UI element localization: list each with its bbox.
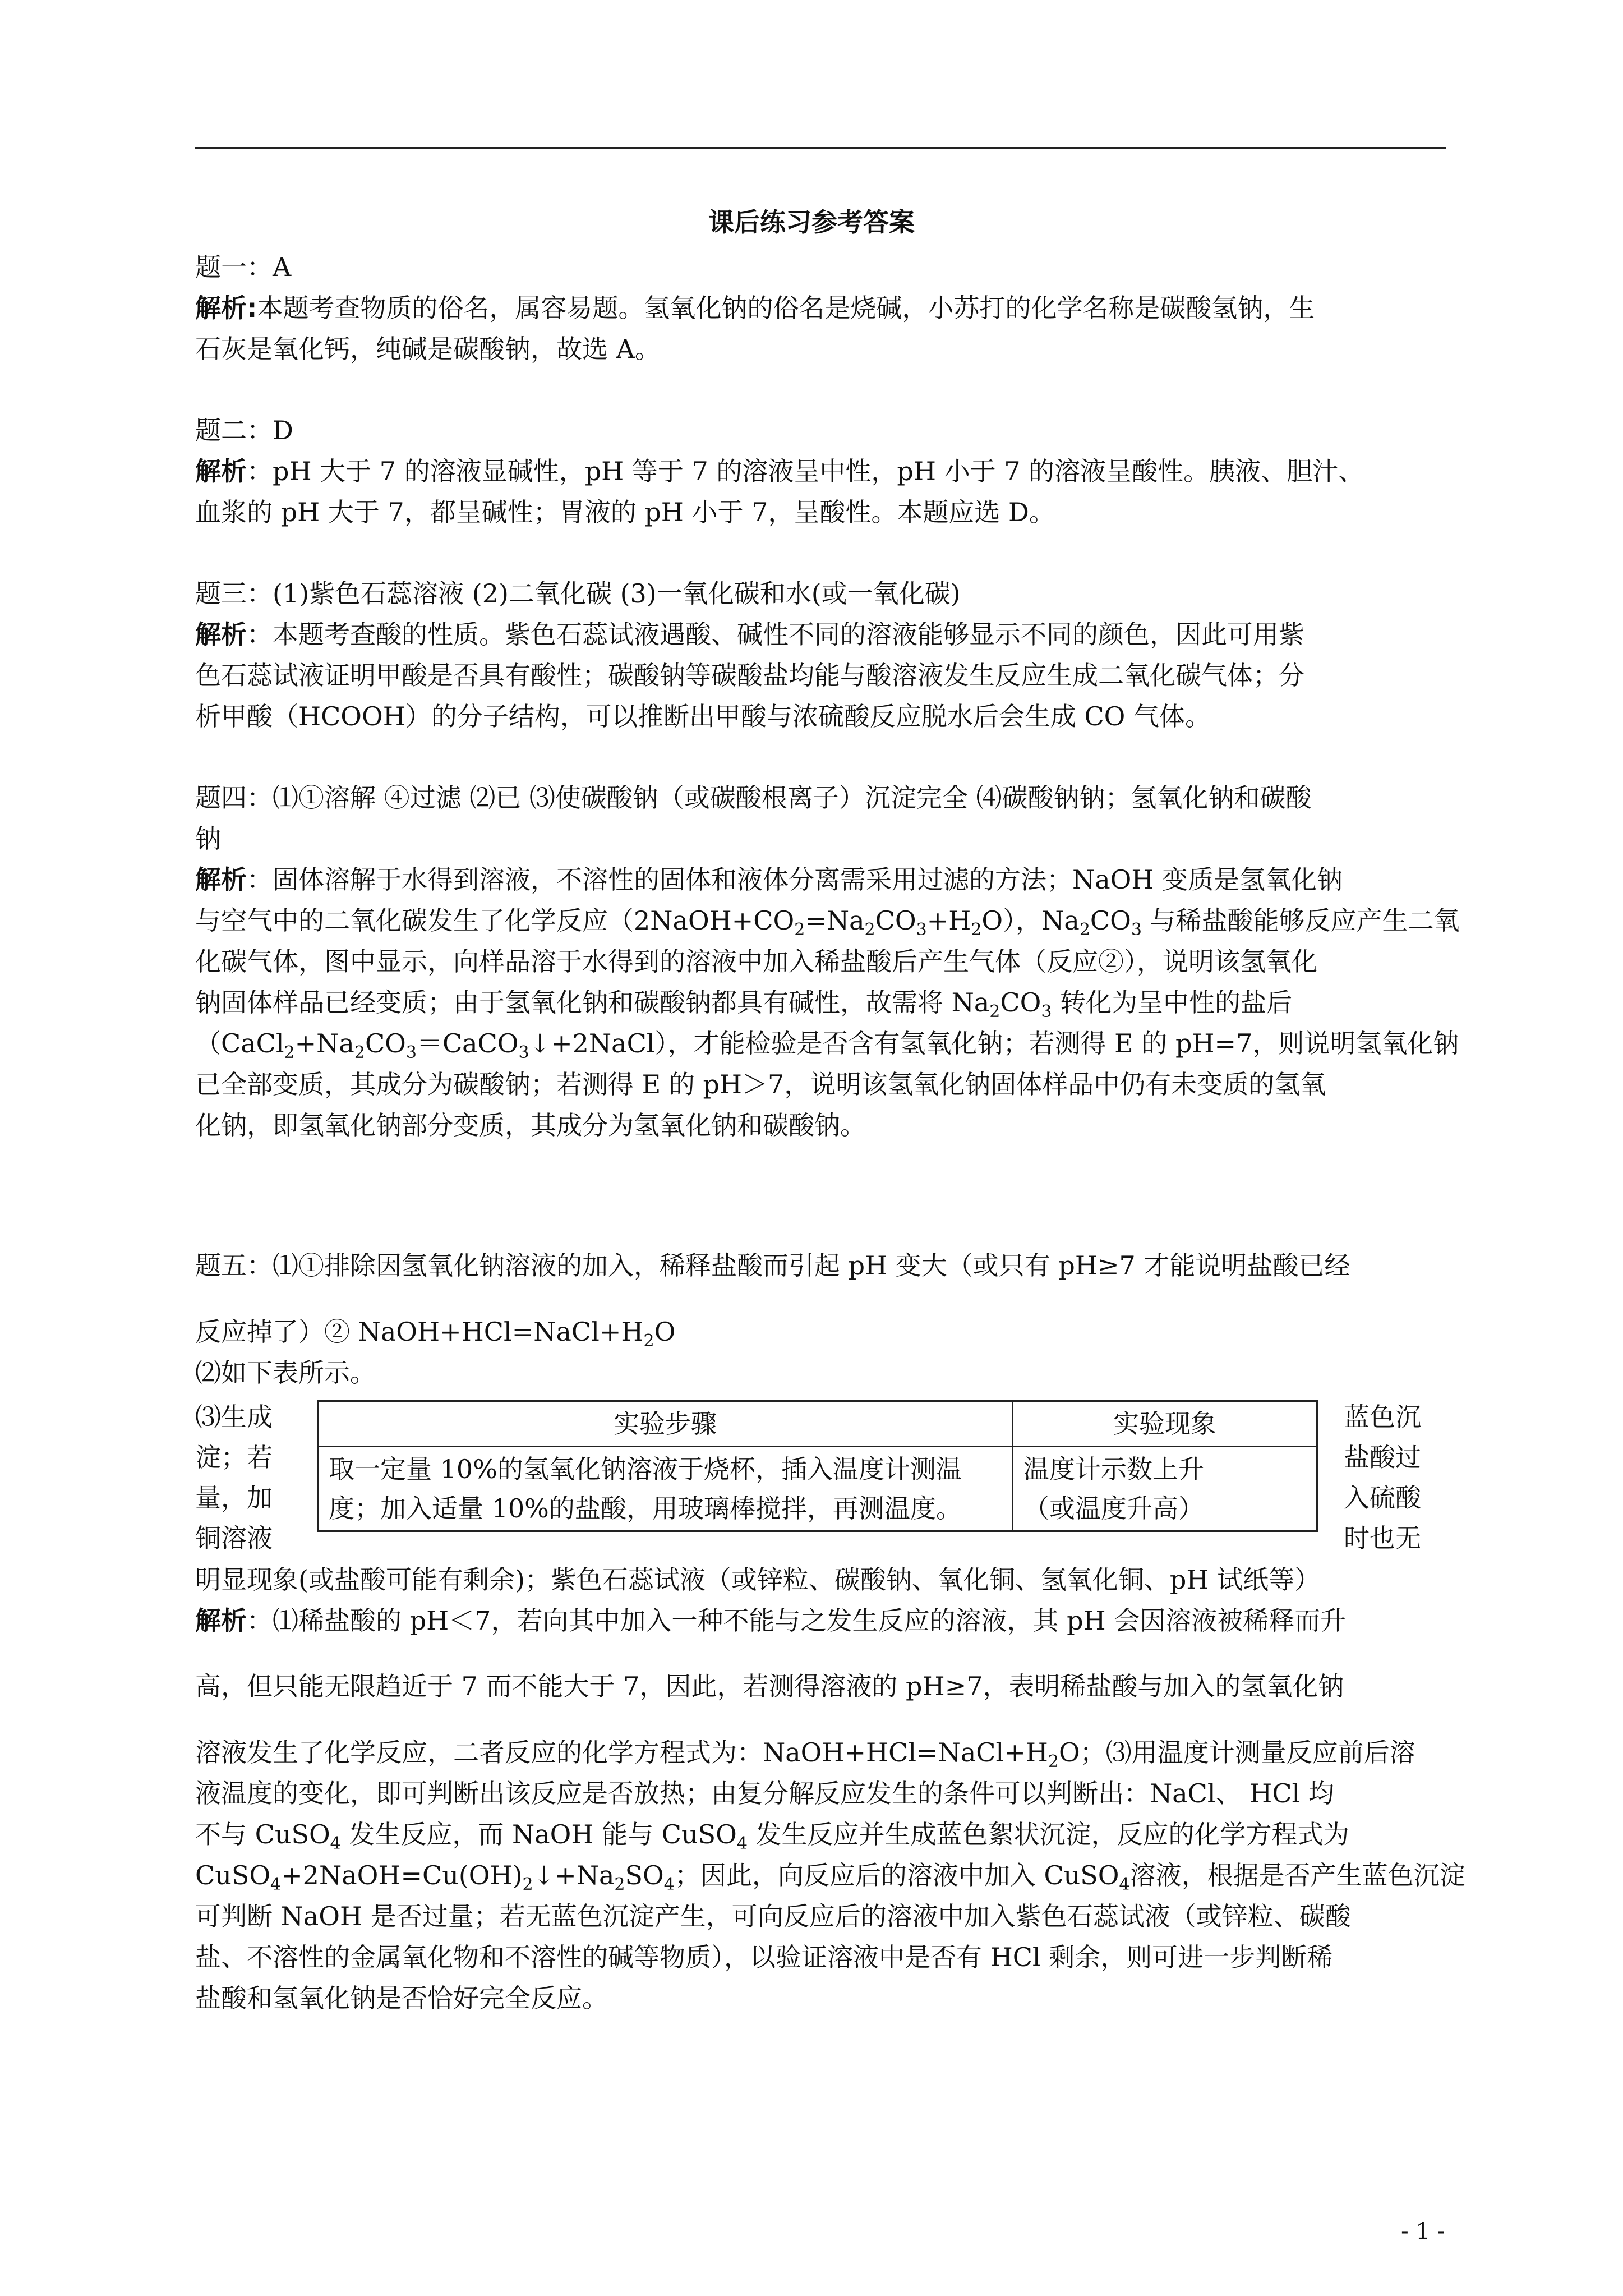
- q4-analysis-line7: 化钠，即氢氧化钠部分变质，其成分为氢氧化钠和碳酸钠。: [195, 1110, 866, 1140]
- q4-analysis-line4: 钠固体样品已经变质；由于氢氧化钠和碳酸钠都具有碱性，故需将 $Na_2CO_3$ 转化为呈中性的盐后: [195, 987, 1293, 1022]
- q4-analysis-line2: 与空气中的二氧化碳发生了化学反应$(2NaOH+CO_2=Na_2CO_3+H_2O)$，$Na_2CO_3$ 与稀盐酸能够反应产生二氧: [195, 905, 1460, 940]
- q5-analysis-line5: 不与 CuSO$_4$ 发生反应，而 NaOH 能与 CuSO$_4$ 发生反应并生成蓝色絮状沉淀，反应的化学方程式为: [195, 1819, 1349, 1854]
- q3-answer: 题三：(1)紫色石蕊溶液 (2)二氧化碳 (3)一氧化碳和水(或一氧化碳): [195, 578, 961, 609]
- analysis-label: 解析: [195, 1605, 247, 1636]
- analysis-label: 解析: [195, 456, 247, 486]
- header-rule: [195, 147, 1446, 149]
- q5-analysis-line6: $CuSO_4+2NaOH=Cu(OH)_2↓+Na_2SO_4$；因此，向反应后的溶液中加入 CuSO$_4$溶液，根据是否产生蓝色沉淀: [195, 1860, 1465, 1895]
- q1-analysis-line1: 解析:本题考查物质的俗名，属容易题。氢氧化钠的俗名是烧碱，小苏打的化学名称是碳酸氢钠，生: [195, 293, 1315, 323]
- q5-analysis-line9: 盐酸和氢氧化钠是否恰好完全反应。: [195, 1983, 608, 2013]
- analysis-label: 解析: [195, 864, 247, 895]
- q5-analysis-line8: 盐、不溶性的金属氧化物和不溶性的碱等物质），以验证溶液中是否有 HCl 剩余，则可进一步判断稀: [195, 1942, 1333, 1972]
- table-cell-steps: 取一定量 10%的氢氧化钠溶液于烧杯，插入温度计测温 度；加入适量 10%的盐酸，用玻璃棒搅拌，再测温度。: [318, 1447, 1013, 1531]
- q3-analysis-line2: 色石蕊试液证明甲酸是否具有酸性；碳酸钠等碳酸盐均能与酸溶液发生反应生成二氧化碳气体；分: [195, 660, 1304, 691]
- q5-analysis-line2: 高，但只能无限趋近于 7 而不能大于 7，因此，若测得溶液的 pH≥7，表明稀盐酸与加入的氢氧化钠: [195, 1671, 1344, 1701]
- table-header-observation: 实验现象: [1013, 1401, 1317, 1447]
- experiment-table: [317, 1400, 1318, 1532]
- analysis-label: 解析:: [195, 293, 257, 323]
- q4-answer-line1: 题四：⑴①溶解 ④过滤 ⑵已 ⑶使碳酸钠（或碳酸根离子）沉淀完全 ⑷碳酸钠钠；氢氧化钠和碳酸: [195, 783, 1312, 813]
- q5-left-fragments: ⑶生成 淀；若 量，加 铜溶液: [195, 1402, 273, 1553]
- q4-answer-line2: 钠: [195, 823, 221, 854]
- q2-answer: 题二：D: [195, 415, 293, 445]
- q2-analysis-line1: 解析：pH 大于 7 的溶液显碱性，pH 等于 7 的溶液呈中性，pH 小于 7 的溶液呈酸性。胰液、胆汁、: [195, 456, 1364, 486]
- q5-answer-line4: 明显现象(或盐酸可能有剩余)；紫色石蕊试液（或锌粒、碳酸钠、氧化铜、氢氧化铜、pH 试纸等）: [195, 1565, 1321, 1595]
- q3-analysis-line3: 析甲酸（HCOOH）的分子结构，可以推断出甲酸与浓硫酸反应脱水后会生成 CO 气体。: [195, 701, 1211, 731]
- q1-answer: 题一：A: [195, 252, 292, 282]
- q5-right-fragments: 蓝色沉 盐酸过 入硫酸 时也无: [1344, 1402, 1421, 1553]
- q4-analysis-line5: $(CaCl_2+Na_2CO_3=CaCO_3↓+2NaCl)$，才能检验是否含有氢氧化钠；若测得 E 的 pH=7，则说明氢氧化钠: [195, 1028, 1459, 1063]
- q2-analysis-line2: 血浆的 pH 大于 7，都呈碱性；胃液的 pH 小于 7，呈酸性。本题应选 D。: [195, 497, 1055, 527]
- q5-answer-line1: 题五：⑴①排除因氢氧化钠溶液的加入，稀释盐酸而引起 pH 变大（或只有 pH≥7 才能说明盐酸已经: [195, 1250, 1350, 1281]
- q5-analysis-line4: 液温度的变化，即可判断出该反应是否放热；由复分解反应发生的条件可以判断出：NaCl、 HCl 均: [195, 1778, 1334, 1809]
- page-title: 课后练习参考答案: [708, 207, 915, 237]
- q5-answer-line3: ⑵如下表所示。: [195, 1358, 376, 1388]
- q4-analysis-line3: 化碳气体，图中显示，向样品溶于水得到的溶液中加入稀盐酸后产生气体（反应②），说明该氢氧化: [195, 946, 1317, 977]
- q3-analysis-line1: 解析：本题考查酸的性质。紫色石蕊试液遇酸、碱性不同的溶液能够显示不同的颜色，因此可用紫: [195, 619, 1304, 650]
- q5-answer-line2: 反应掉了）② $NaOH+HCl=NaCl+H_2O$: [195, 1317, 676, 1351]
- q5-analysis-line1: 解析：⑴稀盐酸的 pH＜7，若向其中加入一种不能与之发生反应的溶液，其 pH 会因溶液被稀释而升: [195, 1605, 1347, 1636]
- page-number: - 1 -: [1401, 2219, 1445, 2244]
- q5-analysis-line3: 溶液发生了化学反应，二者反应的化学方程式为：$NaOH+HCl=NaCl+H_2O$；⑶用温度计测量反应前后溶: [195, 1737, 1415, 1772]
- q4-analysis-line6: 已全部变质，其成分为碳酸钠；若测得 E 的 pH＞7，说明该氢氧化钠固体样品中仍有未变质的氢氧: [195, 1069, 1326, 1099]
- table-cell-observation: 温度计示数上升 （或温度升高）: [1013, 1447, 1317, 1531]
- q5-analysis-line7: 可判断 NaOH 是否过量；若无蓝色沉淀产生，可向反应后的溶液中加入紫色石蕊试液（或锌粒、碳酸: [195, 1901, 1351, 1931]
- table-header-steps: 实验步骤: [318, 1401, 1013, 1447]
- analysis-label: 解析: [195, 619, 247, 650]
- q4-analysis-line1: 解析：固体溶解于水得到溶液，不溶性的固体和液体分离需采用过滤的方法；NaOH 变质是氢氧化钠: [195, 864, 1343, 895]
- q1-analysis-line2: 石灰是氧化钙，纯碱是碳酸钠，故选 A。: [195, 334, 661, 364]
